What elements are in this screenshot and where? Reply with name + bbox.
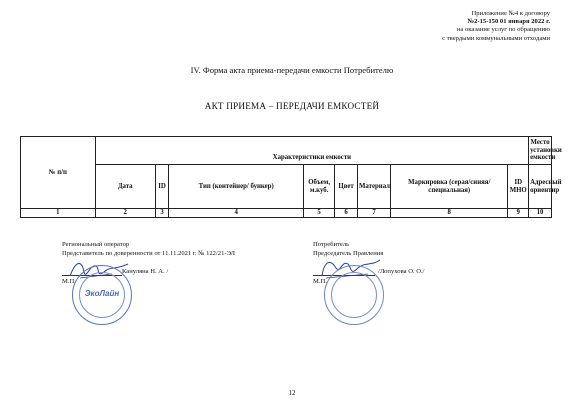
header-type: Тип (контейнер/ бункер) [169, 165, 304, 209]
header-container-characteristics: Характеристики емкости [95, 137, 528, 165]
header-date: Дата [95, 165, 155, 209]
stamp-text: ЭкоЛайн [84, 289, 120, 298]
header-color: Цвет [335, 165, 358, 209]
appendix-line-3: на оказание услуг по обращению [456, 26, 550, 34]
operator-mp: М.П. [62, 278, 76, 285]
appendix-reference [442, 10, 550, 43]
column-number-cell: 8 [391, 209, 508, 218]
consumer-role: Потребитель [313, 241, 350, 248]
consumer-stamp-icon [324, 265, 384, 325]
act-title: АКТ ПРИЕМА – ПЕРЕДАЧИ ЕМКОСТЕЙ [204, 101, 380, 111]
consumer-basis: Председатель Правления [313, 250, 384, 257]
column-number-cell: 5 [304, 209, 335, 218]
page-number: 12 [288, 389, 296, 397]
column-number-cell: 7 [358, 209, 391, 218]
column-number-cell: 10 [529, 209, 552, 218]
appendix-line-4: с твердыми коммунальными отходами [442, 34, 550, 42]
header-marking: Маркировка (серая/синяя/специальная) [391, 165, 508, 209]
header-row-number: № п/п [21, 137, 96, 209]
container-transfer-table [20, 136, 562, 218]
section-title: IV. Форма акта приема-передачи емкости Потребителю [190, 65, 394, 75]
column-number-cell: 3 [155, 209, 168, 218]
consumer-name: /Лопухова О. О./ [378, 268, 425, 275]
appendix-contract-number: №2-15-150 01 января 2022 г. [467, 18, 550, 26]
appendix-line-1: Приложение №4 к договору [471, 10, 550, 17]
header-address: Адресный ориентир [529, 165, 552, 209]
operator-role: Региональный оператор [62, 241, 130, 248]
operator-stamp-icon [72, 265, 132, 325]
consumer-mp: М.П. [313, 278, 327, 285]
column-number-cell: 4 [169, 209, 304, 218]
operator-basis: Представитель по доверенности от 11.11.2021 г. № 122/21-ЭЛ [62, 250, 236, 257]
column-number-cell: 1 [21, 209, 96, 218]
header-material: Материал [358, 165, 391, 209]
header-id: ID [155, 165, 168, 209]
header-volume: Объем, м.куб. [304, 165, 335, 209]
column-number-cell: 2 [95, 209, 155, 218]
header-installation-place: Место установки емкости [529, 137, 552, 165]
column-number-cell: 9 [508, 209, 529, 218]
header-id-mno: ID МНО [508, 165, 529, 209]
operator-name: Кануляна Н. А. / [122, 268, 169, 275]
column-number-cell: 6 [335, 209, 358, 218]
